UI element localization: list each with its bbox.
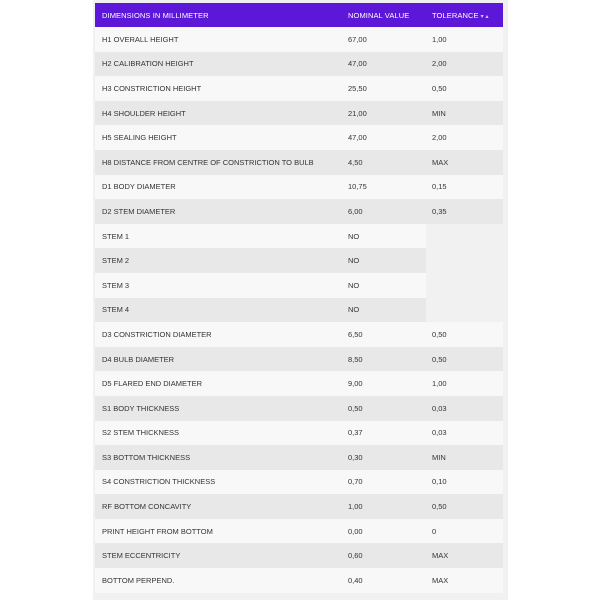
dimension-name-cell: D2 STEM DIAMETER: [95, 199, 342, 224]
table-row: [95, 175, 503, 200]
nominal-value-cell: 0,40: [342, 568, 426, 593]
table-body: [95, 27, 503, 593]
tolerance-cell: 0: [426, 519, 503, 544]
nominal-value-cell: 4,50: [342, 150, 426, 175]
tolerance-cell: 0,50: [426, 76, 503, 101]
nominal-value-cell: 6,50: [342, 322, 426, 347]
table-row: [95, 322, 503, 347]
dimension-name-cell: H2 CALIBRATION HEIGHT: [95, 52, 342, 77]
table-row: [95, 27, 503, 52]
tolerance-cell: 2,00: [426, 125, 503, 150]
dimension-name-cell: H8 DISTANCE FROM CENTRE OF CONSTRICTION TO BULB: [95, 150, 342, 175]
nominal-value-cell: NO: [342, 273, 426, 298]
dimension-name-cell: D1 BODY DIAMETER: [95, 175, 342, 200]
table-row: [95, 445, 503, 470]
tolerance-cell: MAX: [426, 568, 503, 593]
dimension-name-cell: STEM 2: [95, 248, 342, 273]
nominal-value-cell: 0,70: [342, 470, 426, 495]
table-row: [95, 273, 503, 298]
tolerance-cell: 0,50: [426, 322, 503, 347]
dimension-name-cell: STEM 1: [95, 224, 342, 249]
dimension-name-cell: STEM 3: [95, 273, 342, 298]
dimension-name-cell: H3 CONSTRICTION HEIGHT: [95, 76, 342, 101]
dimensions-table-container: [95, 3, 503, 593]
table-row: [95, 248, 503, 273]
nominal-value-cell: 9,00: [342, 371, 426, 396]
header-nominal-value[interactable]: NOMINAL VALUE: [342, 3, 426, 27]
tolerance-cell: MAX: [426, 150, 503, 175]
table-row: [95, 76, 503, 101]
tolerance-cell: 0,15: [426, 175, 503, 200]
tolerance-cell: MIN: [426, 101, 503, 126]
tolerance-cell: MIN: [426, 445, 503, 470]
dimension-name-cell: S2 STEM THICKNESS: [95, 421, 342, 446]
nominal-value-cell: 0,30: [342, 445, 426, 470]
dimension-name-cell: H4 SHOULDER HEIGHT: [95, 101, 342, 126]
nominal-value-cell: 0,37: [342, 421, 426, 446]
dimension-name-cell: RF BOTTOM CONCAVITY: [95, 494, 342, 519]
table-row: [95, 543, 503, 568]
table-header: [95, 3, 503, 27]
dimension-name-cell: D3 CONSTRICTION DIAMETER: [95, 322, 342, 347]
tolerance-cell: 0,50: [426, 347, 503, 372]
nominal-value-cell: 21,00: [342, 101, 426, 126]
tolerance-cell: [426, 224, 503, 249]
nominal-value-cell: 25,50: [342, 76, 426, 101]
header-dimensions[interactable]: DIMENSIONS IN MILLIMETER: [95, 3, 342, 27]
dimension-name-cell: BOTTOM PERPEND.: [95, 568, 342, 593]
table-row: [95, 52, 503, 77]
nominal-value-cell: 47,00: [342, 125, 426, 150]
tolerance-cell: 0,35: [426, 199, 503, 224]
tolerance-cell: 0,50: [426, 494, 503, 519]
header-tolerance-label: TOLERANCE: [432, 10, 479, 20]
nominal-value-cell: 67,00: [342, 27, 426, 52]
nominal-value-cell: 0,50: [342, 396, 426, 421]
table-row: [95, 298, 503, 323]
dimension-name-cell: S3 BOTTOM THICKNESS: [95, 445, 342, 470]
tolerance-cell: [426, 273, 503, 298]
tolerance-cell: 1,00: [426, 27, 503, 52]
dimensions-table: [95, 3, 503, 593]
dimension-name-cell: PRINT HEIGHT FROM BOTTOM: [95, 519, 342, 544]
table-row: [95, 125, 503, 150]
table-row: [95, 421, 503, 446]
tolerance-cell: [426, 298, 503, 323]
nominal-value-cell: 6,00: [342, 199, 426, 224]
dimension-name-cell: STEM 4: [95, 298, 342, 323]
table-row: [95, 396, 503, 421]
nominal-value-cell: 0,00: [342, 519, 426, 544]
table-row: [95, 347, 503, 372]
tolerance-cell: [426, 248, 503, 273]
tolerance-cell: 0,10: [426, 470, 503, 495]
nominal-value-cell: 8,50: [342, 347, 426, 372]
tolerance-cell: 1,00: [426, 371, 503, 396]
nominal-value-cell: 47,00: [342, 52, 426, 77]
tolerance-cell: MAX: [426, 543, 503, 568]
tolerance-cell: 0,03: [426, 396, 503, 421]
table-row: [95, 568, 503, 593]
header-row: [95, 3, 503, 27]
table-row: [95, 470, 503, 495]
dimension-name-cell: S1 BODY THICKNESS: [95, 396, 342, 421]
nominal-value-cell: 0,60: [342, 543, 426, 568]
dimension-name-cell: H5 SEALING HEIGHT: [95, 125, 342, 150]
tolerance-cell: 0,03: [426, 421, 503, 446]
dimension-name-cell: S4 CONSTRICTION THICKNESS: [95, 470, 342, 495]
nominal-value-cell: NO: [342, 248, 426, 273]
tolerance-cell: 2,00: [426, 52, 503, 77]
nominal-value-cell: 10,75: [342, 175, 426, 200]
nominal-value-cell: NO: [342, 298, 426, 323]
nominal-value-cell: 1,00: [342, 494, 426, 519]
table-row: [95, 101, 503, 126]
table-row: [95, 494, 503, 519]
table-row: [95, 519, 503, 544]
dimension-name-cell: D4 BULB DIAMETER: [95, 347, 342, 372]
table-row: [95, 224, 503, 249]
header-tolerance[interactable]: [426, 3, 503, 27]
table-row: [95, 371, 503, 396]
table-row: [95, 199, 503, 224]
nominal-value-cell: NO: [342, 224, 426, 249]
dimension-name-cell: H1 OVERALL HEIGHT: [95, 27, 342, 52]
dimension-name-cell: STEM ECCENTRICITY: [95, 543, 342, 568]
dimension-name-cell: D5 FLARED END DIAMETER: [95, 371, 342, 396]
sort-caret-icon: ▾ ▴: [480, 13, 489, 20]
table-row: [95, 150, 503, 175]
